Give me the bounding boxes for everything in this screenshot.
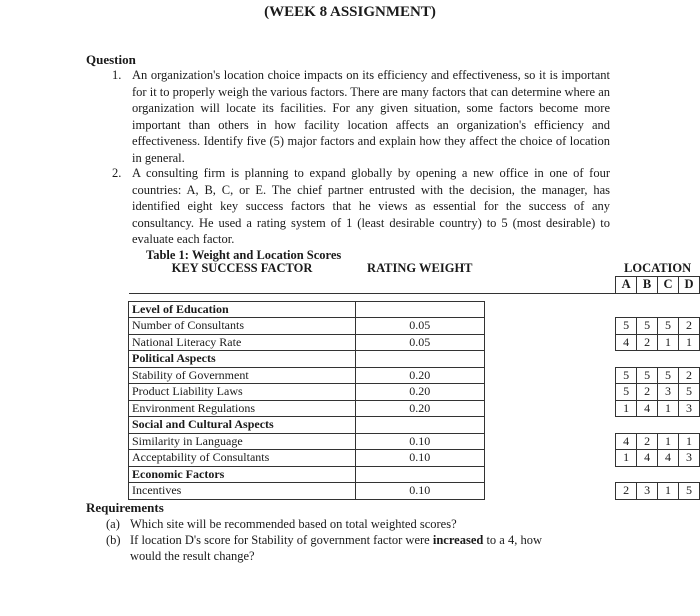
- table-row: [129, 450, 700, 467]
- question-1-number: 1.: [112, 68, 122, 82]
- rating-weight: 0.10: [355, 483, 484, 500]
- score-d: 1: [678, 334, 699, 351]
- score-d: 2: [678, 318, 699, 335]
- rating-weight: 0.20: [355, 367, 484, 384]
- score-a: 1: [616, 400, 637, 417]
- table-row: [129, 384, 700, 401]
- score-a: 2: [616, 483, 637, 500]
- score-b: 4: [637, 450, 658, 467]
- section-heading: Level of Education: [129, 301, 356, 318]
- factor-name: Product Liability Laws: [129, 384, 356, 401]
- requirement-b-text-line2: would the result change?: [130, 549, 255, 563]
- factor-name: Environment Regulations: [129, 400, 356, 417]
- requirement-a-label: (a): [106, 517, 120, 531]
- question-2-text: A consulting firm is planning to expand globally by opening a new office in one of four countries: A, B, C, or E. The chief partner entrusted with the decision, the manager, has identified eight key success factors that he views as essential for the success of any consultancy. He used a rating system of 1 (least desirable country) to 5 (most desirable) to evaluate each factor.: [132, 166, 610, 246]
- table-caption: Table 1: Weight and Location Scores: [146, 248, 342, 262]
- score-c: 4: [658, 450, 679, 467]
- requirement-b-text: If location D's score for Stability of government factor were: [130, 533, 433, 547]
- requirement-b: [106, 532, 616, 564]
- location-d: D: [678, 277, 699, 294]
- table-row: [129, 367, 700, 384]
- score-d: 3: [678, 400, 699, 417]
- table-row: [129, 433, 700, 450]
- question-1-text: An organization's location choice impacts on its efficiency and effectiveness, so it is important for it to properly weigh the various factors. There are many factors that can determine where an organization will locate its facilities. For any given situation, some factors become more important than others in how facility location affects an organization's efficiency and effectiveness. Identify five (5) major factors and explain how they affect the choice of location in general.: [132, 68, 610, 165]
- score-c: 1: [658, 334, 679, 351]
- score-b: 2: [637, 384, 658, 401]
- score-b: 5: [637, 318, 658, 335]
- score-c: 3: [658, 384, 679, 401]
- section-heading: Economic Factors: [129, 466, 356, 483]
- score-d: 1: [678, 433, 699, 450]
- rating-weight: 0.20: [355, 400, 484, 417]
- score-a: 4: [616, 334, 637, 351]
- score-c: 1: [658, 483, 679, 500]
- rating-weight: 0.05: [355, 318, 484, 335]
- location-a: A: [616, 277, 637, 294]
- table-section-row: [129, 301, 700, 318]
- score-c: 5: [658, 318, 679, 335]
- question-2: [112, 165, 610, 248]
- section-heading: Political Aspects: [129, 351, 356, 368]
- table-section-row: [129, 466, 700, 483]
- section-heading: Social and Cultural Aspects: [129, 417, 356, 434]
- requirement-b-text-end: to a 4, how: [483, 533, 543, 547]
- score-a: 5: [616, 318, 637, 335]
- score-c: 1: [658, 400, 679, 417]
- table-row: [129, 318, 700, 335]
- score-c: 5: [658, 367, 679, 384]
- question-1: [112, 67, 610, 166]
- table-row: [129, 400, 700, 417]
- table-row: [129, 334, 700, 351]
- score-d: 5: [678, 384, 699, 401]
- requirement-b-label: (b): [106, 533, 121, 547]
- header-weight: RATING WEIGHT: [367, 260, 473, 275]
- rating-weight: 0.10: [355, 450, 484, 467]
- location-c: C: [658, 277, 679, 294]
- table-section-row: [129, 351, 700, 368]
- score-d: 2: [678, 367, 699, 384]
- header-factor: KEY SUCCESS FACTOR: [171, 260, 313, 275]
- rating-weight: 0.20: [355, 384, 484, 401]
- weight-location-table: [128, 260, 700, 500]
- table-section-row: [129, 417, 700, 434]
- score-a: 4: [616, 433, 637, 450]
- factor-name: National Literacy Rate: [129, 334, 356, 351]
- factor-name: Number of Consultants: [129, 318, 356, 335]
- score-c: 1: [658, 433, 679, 450]
- question-label: Question: [86, 52, 136, 67]
- header-location: LOCATION: [624, 260, 692, 275]
- score-a: 5: [616, 367, 637, 384]
- table-header-row: [129, 260, 700, 277]
- page-title: (WEEK 8 ASSIGNMENT): [264, 4, 436, 20]
- rating-weight: 0.10: [355, 433, 484, 450]
- score-b: 3: [637, 483, 658, 500]
- score-a: 1: [616, 450, 637, 467]
- factor-name: Acceptability of Consultants: [129, 450, 356, 467]
- factor-name: Similarity in Language: [129, 433, 356, 450]
- requirement-a-text: Which site will be recommended based on total weighted scores?: [130, 517, 457, 531]
- rating-weight: 0.05: [355, 334, 484, 351]
- score-d: 5: [678, 483, 699, 500]
- requirements-label: Requirements: [86, 500, 164, 515]
- requirement-b-bold: increased: [432, 533, 484, 547]
- table-location-row: [129, 277, 700, 294]
- table-row: [129, 483, 700, 500]
- factor-name: Stability of Government: [129, 367, 356, 384]
- score-b: 2: [637, 433, 658, 450]
- score-d: 3: [678, 450, 699, 467]
- score-b: 5: [637, 367, 658, 384]
- factor-name: Incentives: [129, 483, 356, 500]
- question-2-number: 2.: [112, 166, 122, 180]
- location-b: B: [637, 277, 658, 294]
- score-a: 5: [616, 384, 637, 401]
- score-b: 2: [637, 334, 658, 351]
- score-b: 4: [637, 400, 658, 417]
- requirement-a: [106, 516, 616, 532]
